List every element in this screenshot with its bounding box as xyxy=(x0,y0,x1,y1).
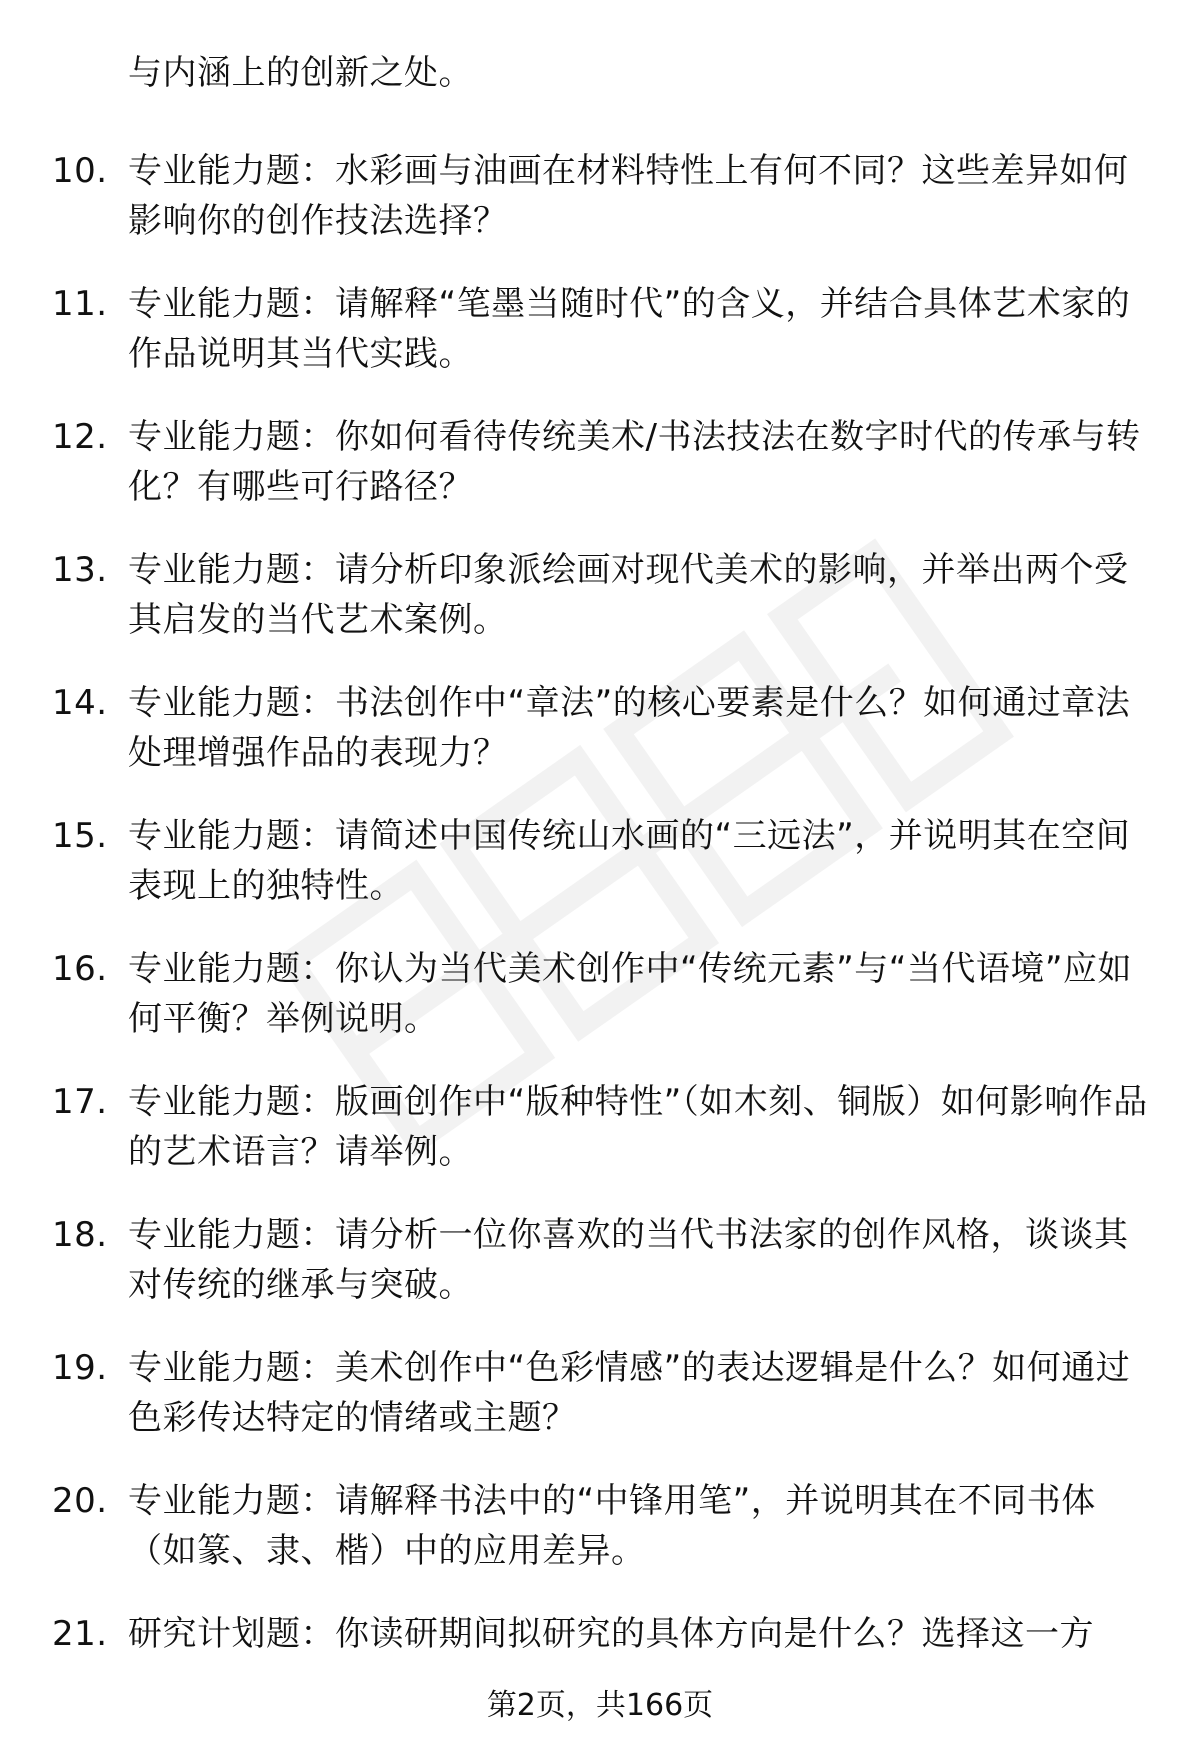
item-text: 专业能力题：你如何看待传统美术/书法技法在数字时代的传承与转化？有哪些可行路径？ xyxy=(128,417,1141,507)
item-number: 10. xyxy=(52,151,108,191)
item-number: 21. xyxy=(52,1614,108,1654)
list-item xyxy=(52,811,1152,911)
list-item xyxy=(52,545,1152,645)
list-item xyxy=(52,678,1152,778)
list-item xyxy=(52,1476,1152,1576)
item-number: 13. xyxy=(52,550,108,590)
item-number: 16. xyxy=(52,949,108,989)
list-item xyxy=(52,1077,1152,1177)
item-number: 19. xyxy=(52,1348,108,1388)
list-item xyxy=(52,279,1152,379)
item-text: 专业能力题：请解释“笔墨当随时代”的含义，并结合具体艺术家的作品说明其当代实践。 xyxy=(128,284,1131,374)
item-text: 专业能力题：书法创作中“章法”的核心要素是什么？如何通过章法处理增强作品的表现力？ xyxy=(128,683,1131,773)
item-number: 11. xyxy=(52,284,108,324)
item-number: 17. xyxy=(52,1082,108,1122)
list-item xyxy=(52,1343,1152,1443)
item-text: 专业能力题：水彩画与油画在材料特性上有何不同？这些差异如何影响你的创作技法选择？ xyxy=(128,151,1129,241)
item-text: 专业能力题：请解释书法中的“中锋用笔”，并说明其在不同书体（如篆、隶、楷）中的应用差异。 xyxy=(128,1481,1096,1571)
continuation-text: 与内涵上的创新之处。 xyxy=(128,53,473,93)
document-body xyxy=(52,48,1152,1692)
item-text: 专业能力题：请分析一位你喜欢的当代书法家的创作风格，谈谈其对传统的继承与突破。 xyxy=(128,1215,1129,1305)
list-item xyxy=(52,1609,1152,1659)
item-number: 15. xyxy=(52,816,108,856)
list-item xyxy=(52,146,1152,246)
list-item xyxy=(52,1210,1152,1310)
page-footer: 第2页，共166页 xyxy=(486,1688,714,1723)
list-item xyxy=(52,944,1152,1044)
item-text: 专业能力题：请简述中国传统山水画的“三远法”，并说明其在空间表现上的独特性。 xyxy=(128,816,1131,906)
item-number: 18. xyxy=(52,1215,108,1255)
item-number: 12. xyxy=(52,417,108,457)
item-text: 研究计划题：你读研期间拟研究的具体方向是什么？选择这一方 xyxy=(128,1614,1094,1654)
item-number: 20. xyxy=(52,1481,108,1521)
item-text: 专业能力题：请分析印象派绘画对现代美术的影响，并举出两个受其启发的当代艺术案例。 xyxy=(128,550,1129,640)
item-text: 专业能力题：你认为当代美术创作中“传统元素”与“当代语境”应如何平衡？举例说明。 xyxy=(128,949,1132,1039)
list-item xyxy=(52,412,1152,512)
item-text: 专业能力题：版画创作中“版种特性”（如木刻、铜版）如何影响作品的艺术语言？请举例。 xyxy=(128,1082,1148,1172)
item-text: 专业能力题：美术创作中“色彩情感”的表达逻辑是什么？如何通过色彩传达特定的情绪或主题？ xyxy=(128,1348,1131,1438)
item-number: 14. xyxy=(52,683,108,723)
